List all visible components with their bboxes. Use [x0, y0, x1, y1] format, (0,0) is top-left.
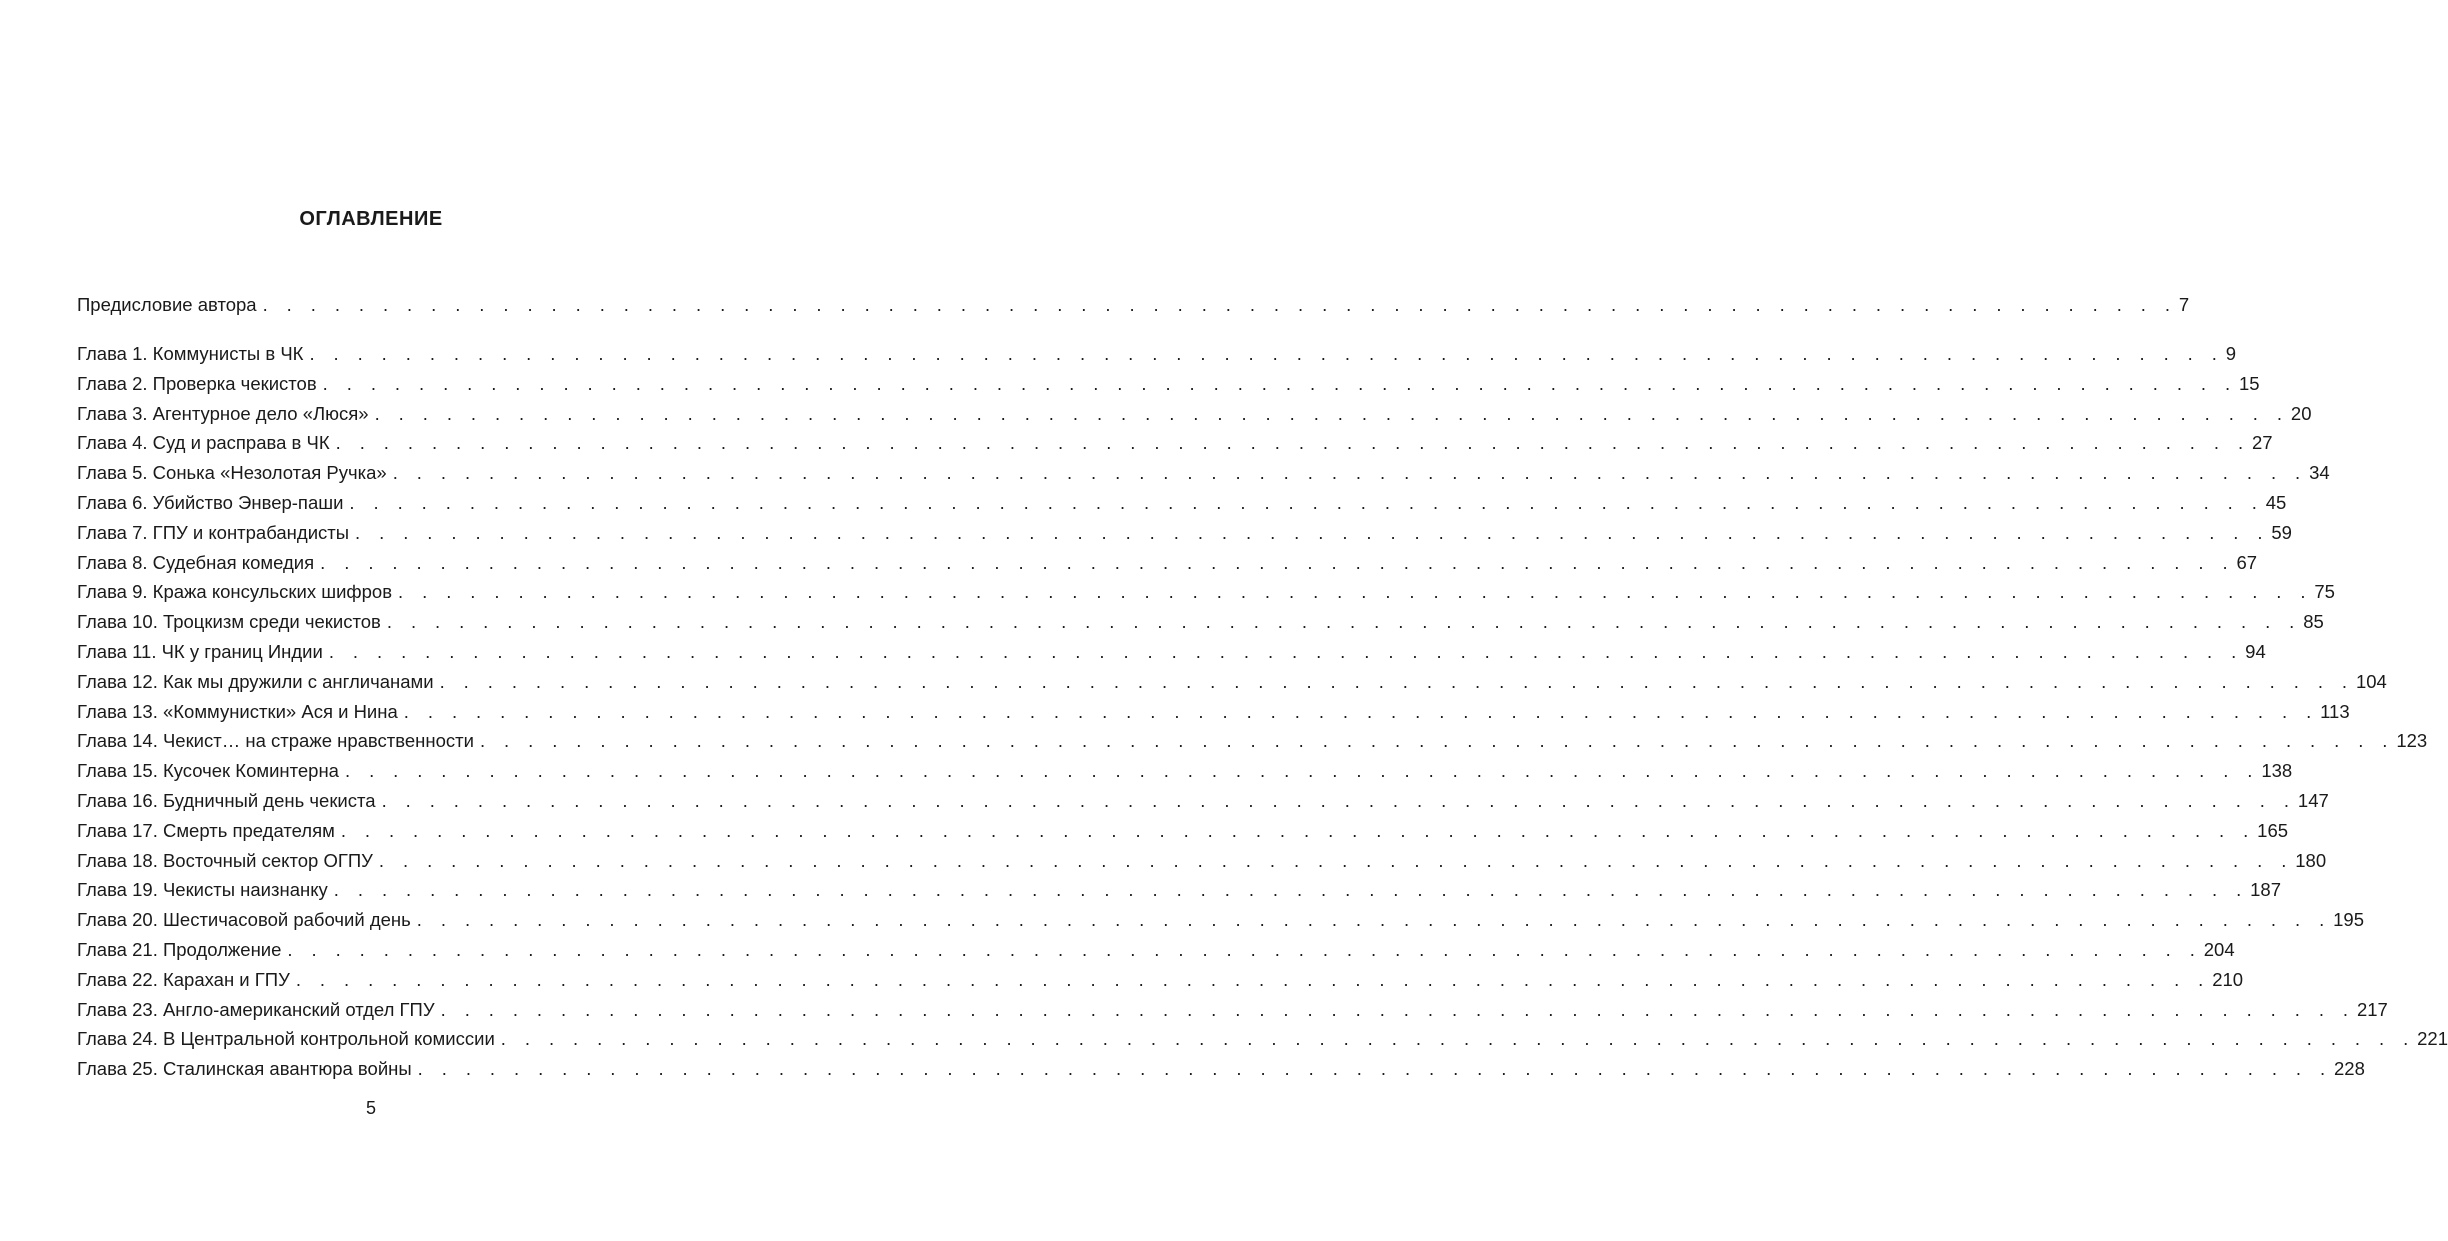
dot-leader: . . . . . . . . . . . . . . . . . . . . . . . . . . . . . . . . . . . . . . . . . . . . . . . . . . . . . . . . . . . . . . . . . . . . . . . . . . . . . . . . — [500, 1028, 2416, 1050]
toc-entry-title: Глава 23. Англо-американский отдел ГПУ — [77, 996, 441, 1024]
toc-entry-chapter-24 — [77, 1025, 2448, 1053]
toc-entry-chapter-22 — [77, 966, 2244, 994]
toc-entry-chapter-1 — [77, 340, 2237, 368]
dot-leader: . . . . . . . . . . . . . . . . . . . . . . . . . . . . . . . . . . . . . . . . . . . . . . . . . . . . . . . . . . . . . . . . . . . . . . . . . . . . . . . . — [374, 402, 2289, 424]
dot-leader: . . . . . . . . . . . . . . . . . . . . . . . . . . . . . . . . . . . . . . . . . . . . . . . . . . . . . . . . . . . . . . . . . . . . . . . . . . . . . . . . — [309, 343, 2224, 364]
toc-entry-title: Глава 18. Восточный сектор ОГПУ — [77, 847, 379, 875]
toc-entry-page: 210 — [2210, 966, 2243, 994]
dot-leader: . . . . . . . . . . . . . . . . . . . . . . . . . . . . . . . . . . . . . . . . . . . . . . . . . . . . . . . . . . . . . . . . . . . . . . . . . . . . . . . . — [322, 372, 2238, 394]
toc-entry-title: Глава 19. Чекисты наизнанку — [77, 876, 334, 904]
dot-leader: . . . . . . . . . . . . . . . . . . . . . . . . . . . . . . . . . . . . . . . . . . . . . . . . . . . . . . . . . . . . . . . . . . . . . . . . . . . . . . . . — [381, 790, 2296, 811]
dot-leader: . . . . . . . . . . . . . . . . . . . . . . . . . . . . . . . . . . . . . . . . . . . . . . . . . . . . . . . . . . . . . . . . . . . . . . . . . . . . . . . . — [328, 641, 2244, 662]
toc-entry-page: 7 — [2177, 291, 2189, 319]
toc-entry-title: Глава 7. ГПУ и контрабандисты — [77, 519, 355, 547]
dot-leader: . . . . . . . . . . . . . . . . . . . . . . . . . . . . . . . . . . . . . . . . . . . . . . . . . . . . . . . . . . . . . . . . . . . . . . . . . . . . . . . . — [262, 294, 2177, 315]
toc-entry-title: Глава 11. ЧК у границ Индии — [77, 638, 329, 666]
toc-entry-page: 165 — [2255, 817, 2288, 845]
toc-entry-title: Глава 12. Как мы дружили с англичанами — [77, 668, 440, 696]
toc-entry-chapter-13 — [77, 698, 2350, 726]
toc-entry-title: Глава 1. Коммунисты в ЧК — [77, 340, 309, 368]
dot-leader: . . . . . . . . . . . . . . . . . . . . . . . . . . . . . . . . . . . . . . . . . . . . . . . . . . . . . . . . . . . . . . . . . . . . . . . . . . . . . . . . — [439, 670, 2354, 692]
toc-entry-chapter-3 — [77, 400, 2312, 428]
toc-entry-title: Глава 2. Проверка чекистов — [77, 370, 323, 398]
toc-entry-title: Глава 16. Будничный день чекиста — [77, 787, 382, 815]
toc-entry-chapter-19 — [77, 876, 2281, 904]
dot-leader: . . . . . . . . . . . . . . . . . . . . . . . . . . . . . . . . . . . . . . . . . . . . . . . . . . . . . . . . . . . . . . . . . . . . . . . . . . . . . . . . — [440, 998, 2355, 1020]
toc-entry-chapter-8 — [77, 549, 2258, 577]
toc-entry-chapter-16 — [77, 787, 2329, 815]
toc-entry-title: Глава 22. Карахан и ГПУ — [77, 966, 296, 994]
toc-entry-page: 123 — [2394, 727, 2427, 755]
dot-leader: . . . . . . . . . . . . . . . . . . . . . . . . . . . . . . . . . . . . . . . . . . . . . . . . . . . . . . . . . . . . . . . . . . . . . . . . . . . . . . . . — [398, 581, 2313, 603]
dot-leader: . . . . . . . . . . . . . . . . . . . . . . . . . . . . . . . . . . . . . . . . . . . . . . . . . . . . . . . . . . . . . . . . . . . . . . . . . . . . . . . . — [416, 909, 2332, 931]
toc-entry-chapter-15 — [77, 757, 2293, 785]
dot-leader: . . . . . . . . . . . . . . . . . . . . . . . . . . . . . . . . . . . . . . . . . . . . . . . . . . . . . . . . . . . . . . . . . . . . . . . . . . . . . . . . — [349, 492, 2264, 513]
dot-leader: . . . . . . . . . . . . . . . . . . . . . . . . . . . . . . . . . . . . . . . . . . . . . . . . . . . . . . . . . . . . . . . . . . . . . . . . . . . . . . . . — [417, 1058, 2333, 1080]
toc-entry-chapter-18 — [77, 847, 2327, 875]
toc-entry-title: Глава 6. Убийство Энвер-паши — [77, 489, 349, 517]
toc-entry-page: 187 — [2248, 876, 2281, 904]
toc-entry-title: Глава 3. Агентурное дело «Люся» — [77, 400, 375, 428]
toc-entry-title: Глава 15. Кусочек Коминтерна — [77, 757, 345, 785]
toc-entry-preface — [77, 291, 2190, 319]
toc-entry-title: Глава 4. Суд и расправа в ЧК — [77, 429, 336, 457]
toc-entry-page: 27 — [2250, 429, 2273, 457]
toc-entry-page: 113 — [2318, 698, 2350, 726]
toc-entry-page: 138 — [2259, 757, 2292, 785]
dot-leader: . . . . . . . . . . . . . . . . . . . . . . . . . . . . . . . . . . . . . . . . . . . . . . . . . . . . . . . . . . . . . . . . . . . . . . . . . . . . . . . . — [403, 700, 2319, 722]
dot-leader: . . . . . . . . . . . . . . . . . . . . . . . . . . . . . . . . . . . . . . . . . . . . . . . . . . . . . . . . . . . . . . . . . . . . . . . . . . . . . . . . — [392, 462, 2308, 484]
dot-leader: . . . . . . . . . . . . . . . . . . . . . . . . . . . . . . . . . . . . . . . . . . . . . . . . . . . . . . . . . . . . . . . . . . . . . . . . . . . . . . . . — [333, 879, 2249, 901]
toc-entry-page: 221 — [2415, 1025, 2448, 1053]
toc-entry-page: 94 — [2243, 638, 2266, 666]
toc-entry-title: Глава 10. Троцкизм среди чекистов — [77, 608, 387, 636]
page-number: 5 — [365, 1098, 376, 1118]
toc-entry-page: 204 — [2202, 936, 2235, 964]
toc-entry-page: 9 — [2224, 340, 2236, 368]
toc-entry-title: Глава 9. Кража консульских шифров — [77, 578, 398, 606]
toc-entry-title: Глава 13. «Коммунистки» Ася и Нина — [77, 698, 404, 726]
toc-entry-title: Глава 25. Сталинская авантюра войны — [77, 1055, 418, 1083]
toc-entry-page: 45 — [2264, 489, 2287, 517]
dot-leader: . . . . . . . . . . . . . . . . . . . . . . . . . . . . . . . . . . . . . . . . . . . . . . . . . . . . . . . . . . . . . . . . . . . . . . . . . . . . . . . . — [355, 521, 2270, 543]
toc-entry-page: 20 — [2289, 400, 2312, 428]
toc-entry-page: 15 — [2237, 370, 2260, 398]
toc-entry-chapter-21 — [77, 936, 2235, 964]
toc-entry-page: 59 — [2269, 519, 2292, 547]
toc-entry-chapter-2 — [77, 370, 2260, 398]
toc-entry-chapter-10 — [77, 608, 2324, 636]
toc-entry-page: 147 — [2296, 787, 2329, 815]
toc-entry-chapter-20 — [77, 906, 2364, 934]
toc-entry-chapter-4 — [77, 429, 2273, 457]
dot-leader: . . . . . . . . . . . . . . . . . . . . . . . . . . . . . . . . . . . . . . . . . . . . . . . . . . . . . . . . . . . . . . . . . . . . . . . . . . . . . . . . — [340, 819, 2256, 841]
toc-entry-title: Глава 17. Смерть предателям — [77, 817, 341, 845]
toc-entry-title: Глава 5. Сонька «Незолотая Ручка» — [77, 459, 393, 487]
toc-entry-title: Глава 20. Шестичасовой рабочий день — [77, 906, 417, 934]
toc-entry-chapter-25 — [77, 1055, 2365, 1083]
toc-entry-page: 180 — [2293, 847, 2326, 875]
toc-entry-chapter-17 — [77, 817, 2289, 845]
toc-entry-chapter-7 — [77, 519, 2292, 547]
dot-leader: . . . . . . . . . . . . . . . . . . . . . . . . . . . . . . . . . . . . . . . . . . . . . . . . . . . . . . . . . . . . . . . . . . . . . . . . . . . . . . . . — [287, 939, 2202, 960]
toc-entry-page: 67 — [2235, 549, 2258, 577]
toc-entry-title: Глава 8. Судебная комедия — [77, 549, 320, 577]
toc-entry-page: 228 — [2332, 1055, 2365, 1083]
toc-entry-chapter-6 — [77, 489, 2287, 517]
toc-entry-title: Предисловие автора — [77, 291, 263, 319]
toc-entry-chapter-14 — [77, 727, 2428, 755]
toc-entry-chapter-23 — [77, 996, 2388, 1024]
toc-entry-chapter-11 — [77, 638, 2266, 666]
page-title: ОГЛАВЛЕНИЕ — [299, 208, 443, 230]
dot-leader: . . . . . . . . . . . . . . . . . . . . . . . . . . . . . . . . . . . . . . . . . . . . . . . . . . . . . . . . . . . . . . . . . . . . . . . . . . . . . . . . — [479, 730, 2395, 752]
dot-leader: . . . . . . . . . . . . . . . . . . . . . . . . . . . . . . . . . . . . . . . . . . . . . . . . . . . . . . . . . . . . . . . . . . . . . . . . . . . . . . . . — [378, 849, 2294, 871]
dot-leader: . . . . . . . . . . . . . . . . . . . . . . . . . . . . . . . . . . . . . . . . . . . . . . . . . . . . . . . . . . . . . . . . . . . . . . . . . . . . . . . . — [386, 611, 2302, 633]
toc-entry-title: Глава 24. В Центральной контрольной комиссии — [77, 1025, 501, 1053]
toc-entry-page: 217 — [2355, 996, 2388, 1024]
dot-leader: . . . . . . . . . . . . . . . . . . . . . . . . . . . . . . . . . . . . . . . . . . . . . . . . . . . . . . . . . . . . . . . . . . . . . . . . . . . . . . . . — [344, 760, 2260, 782]
toc-entry-title: Глава 21. Продолжение — [77, 936, 287, 964]
toc-entry-page: 75 — [2312, 578, 2335, 606]
toc-entry-page: 85 — [2301, 608, 2324, 636]
toc-entry-chapter-9 — [77, 578, 2335, 606]
toc-entry-title: Глава 14. Чекист… на страже нравственности — [77, 727, 480, 755]
dot-leader: . . . . . . . . . . . . . . . . . . . . . . . . . . . . . . . . . . . . . . . . . . . . . . . . . . . . . . . . . . . . . . . . . . . . . . . . . . . . . . . . — [295, 968, 2211, 990]
toc-entry-page: 195 — [2331, 906, 2364, 934]
dot-leader: . . . . . . . . . . . . . . . . . . . . . . . . . . . . . . . . . . . . . . . . . . . . . . . . . . . . . . . . . . . . . . . . . . . . . . . . . . . . . . . . — [320, 551, 2235, 573]
toc-entry-page: 34 — [2307, 459, 2330, 487]
toc-entry-chapter-5 — [77, 459, 2330, 487]
toc-entry-chapter-12 — [77, 668, 2387, 696]
dot-leader: . . . . . . . . . . . . . . . . . . . . . . . . . . . . . . . . . . . . . . . . . . . . . . . . . . . . . . . . . . . . . . . . . . . . . . . . . . . . . . . . — [335, 432, 2250, 454]
toc-entry-page: 104 — [2354, 668, 2387, 696]
